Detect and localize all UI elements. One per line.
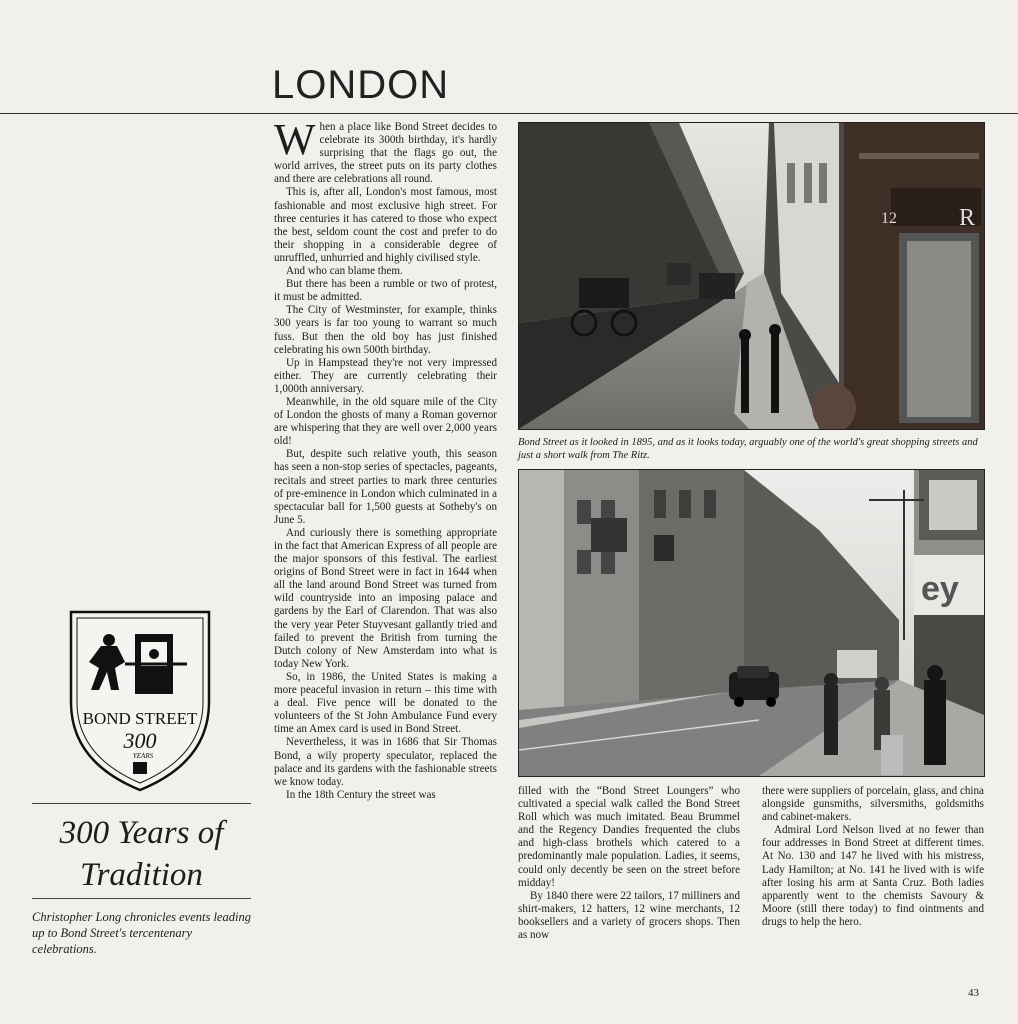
article-paragraph: Up in Hampstead they're not very impressed either. They are currently celebrating their 1,000th anniversary. [274,356,497,395]
article-paragraph: When a place like Bond Street decides to celebrate its 300th birthday, it's hardly surprising that the flags go out, the world arrives, the street puts on its party clothes and there are celebrations all round. [274,115,497,186]
article-paragraph: But there has been a rumble or two of protest, it must be admitted. [274,278,497,304]
article-paragraph: But, despite such relative youth, this season has seen a non-stop series of spectacles, pageants, recitals and street parties to mark three centuries of pre-eminence in London which culminated in a spectacular ball for 1,500 guests at Sotheby's on June 5. [274,448,497,526]
sidebar-subheading: Christopher Long chronicles events leading up to Bond Street's tercentenary celebrations. [32,910,251,956]
page-number: 43 [968,987,979,999]
article-paragraph: So, in 1986, the United States is making a more peaceful invasion in return – this time with a deal. Five pence will be donated to the volunteers of the St John Ambulance Fund every time an Amex card is used in Bond Street. [274,670,497,736]
article-paragraph: And curiously there is something appropriate in the fact that American Express of all people are the major sponsors of this festival. The earliest origins of Bond Street were in fact in 1644 when all the land around Bond Street was turned from wild countryside into an imposing palace and gardens by the Earl of Clarendon. That was also the very year Peter Stuyvesant gallantly tried and failed to prevent the British from turning the Dutch colony of New Amsterdam into what is today New York. [274,526,497,670]
shop-number-text: 12 [881,210,897,227]
photo-bond-street-today [518,469,985,777]
page-title: LONDON [272,63,450,107]
bond-street-300-logo [69,610,211,792]
photo-1895-illustration [519,123,984,429]
photo-caption: Bond Street as it looked in 1895, and as it looks today, arguably one of the world's great shopping streets and just a short walk from The Ritz. [518,437,978,461]
article-paragraph: In the 18th Century the street was [286,788,436,801]
logo-number: 300 [123,728,157,753]
article-column-3 [762,785,984,929]
article-paragraph: This is, after all, London's most famous, most fashionable and most exclusive high street. For three centuries it has catered to those who expect the best, seldom count the cost and prefer to do their shopping in a considerable degree of unruffled, unhurried and highly civilised style. [274,186,497,264]
article-paragraph: The City of Westminster, for example, thinks 300 years is far too young to warrant so much fuss. But then the old boy has just finished celebrating his own 500th birthday. [274,304,497,356]
article-paragraph: By 1840 there were 22 tailors, 17 milliners and shirt-makers, 12 hatters, 12 wine merchants, 12 booksellers and a variety of grocers shops. Then as now [518,889,740,942]
header-rule [0,113,1018,114]
logo-text: BOND STREET [82,709,198,728]
article-column-1 [274,115,497,802]
photo-bond-street-1895 [518,122,985,430]
article-paragraph: Nevertheless, it was in 1686 that Sir Thomas Bond, a wily property speculator, replaced the palace and its gardens with the fashionable streets we know today. [274,736,497,788]
article-paragraph: Meanwhile, in the old square mile of the City of London the ghosts of many a Roman governor are whispering that they are well over 2,000 years old! [274,395,497,448]
article-paragraph: there were suppliers of porcelain, glass, and china alongside gunsmiths, silversmiths, goldsmiths and cabinet-makers. [762,785,984,824]
sidebar-heading: 300 Years of Tradition [59,815,224,893]
amex-mark-icon [133,762,147,774]
shop-sign-text: ey [921,570,959,608]
article-paragraph: And who can blame them. [286,265,403,278]
article-column-2 [518,785,740,942]
article-paragraph: filled with the “Bond Street Loungers” who cultivated a special walk called the Bond Street Roll which was much imitated. Beau Brummel and the Regency Dandies frequented the clubs and high-class brothels which catered to a predominantly male population. Ladies, it seems, could only decently be seen on the street before midday! [518,785,740,889]
sidebar-rule-bottom [32,898,251,899]
drop-cap: W [274,115,316,164]
shop-sign-text: R [959,205,976,231]
logo-years: YEARS [132,752,154,760]
photo-today-illustration [519,470,984,776]
sidebar-rule-top [32,803,251,804]
article-paragraph: Admiral Lord Nelson lived at no fewer than four addresses in Bond Street at different times. At No. 130 and 147 he lived with his mistress, Lady Hamilton; at No. 141 he lived with is wife after losing his arm at Santa Cruz. Both ladies apparently went to the chemists Savoury & Moore (still there today) to find ointments and drugs to help the hero. [762,824,984,928]
